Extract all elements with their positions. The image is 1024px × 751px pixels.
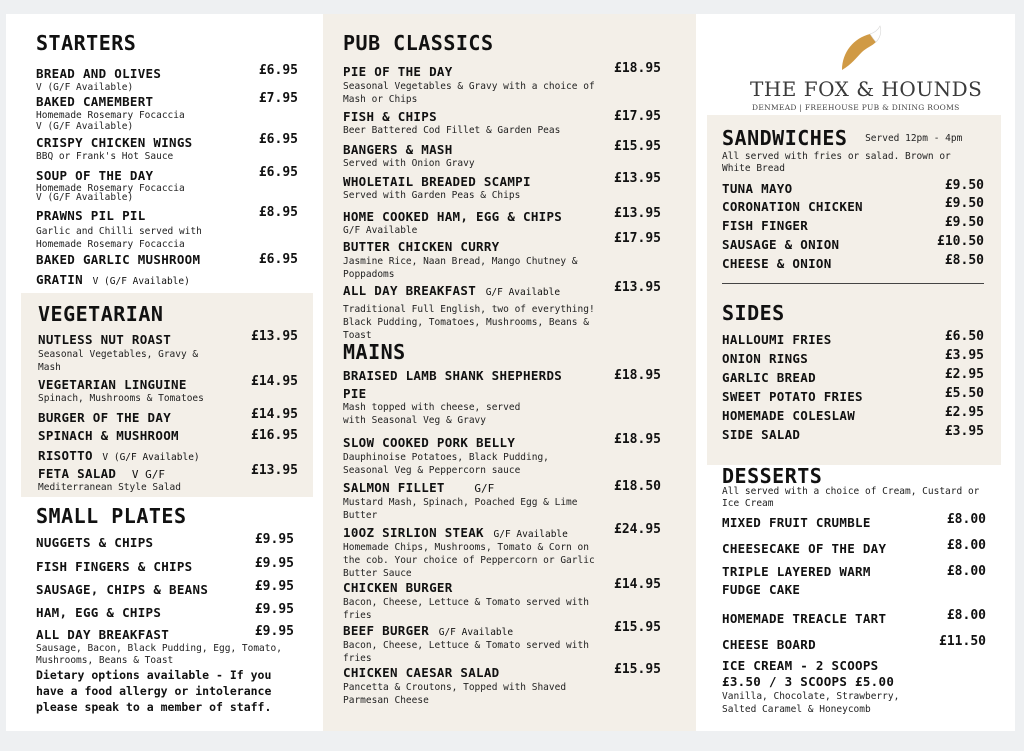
item-name: CHEESE BOARD [722,637,816,652]
item-price: £18.95 [614,432,661,447]
sandwiches-heading: SANDWICHES [722,126,848,150]
menu-item [722,215,984,234]
menu-item [722,329,984,348]
item-price: £7.95 [258,91,298,106]
item-description: Mash topped with cheese, served with Seasonal Veg & Gravy [343,402,521,426]
item-price: £9.95 [254,556,294,571]
item-price: £6.95 [258,132,298,147]
item-price: £3.95 [944,348,984,363]
menu-item [36,63,298,94]
menu-item [343,139,661,170]
item-price: £16.95 [251,428,298,443]
item-description: V (G/F Available) [36,82,134,93]
item-price: £15.95 [614,662,661,677]
item-name: BRAISED LAMB SHANK SHEPHERDS [343,368,563,383]
item-price: £15.95 [614,139,661,154]
item-price: £6.50 [944,329,984,344]
pub-classics-heading: PUB CLASSICS [343,31,494,55]
item-price: £10.50 [937,234,984,249]
item-price: £9.95 [254,532,294,547]
item-name: SPINACH & MUSHROOM [38,428,179,443]
menu-item [343,662,661,707]
item-price: £8.00 [946,538,986,553]
item-price: £18.95 [614,61,661,76]
sandwiches-header [722,126,962,150]
menu-item [722,367,984,386]
item-price: £13.95 [614,280,661,295]
item-name: CHEESE & ONION [722,256,832,271]
item-price: £9.50 [944,215,984,230]
fox-tail-icon [836,24,886,74]
item-price: £8.00 [946,564,986,579]
item-description: Served with Garden Peas & Chips [343,190,521,201]
item-description: Traditional Full English, two of everything! Black Pudding, Tomatoes, Mushrooms, Beans & Toast [343,304,595,341]
item-name: GARLIC BREAD [722,370,816,385]
item-price: £9.95 [254,579,294,594]
menu-item [722,512,986,531]
menu-item [38,329,298,374]
item-name-cont: GRATIN [36,272,83,287]
item-name: SWEET POTATO FRIES [722,389,863,404]
item-description: Seasonal Vegetables, Gravy & Mash [38,349,199,373]
item-name: VEGETARIAN LINGUINE [38,377,187,392]
item-description: Vanilla, Chocolate, Strawberry, Salted Caramel & Honeycomb [722,691,900,715]
menu-item [722,348,984,367]
item-price-line: £3.50 / 3 SCOOPS £5.00 [722,674,895,689]
menu-item [38,374,298,405]
menu-item [38,463,298,494]
item-name: SALMON FILLET [343,480,445,495]
item-name: ALL DAY BREAKFAST [36,627,170,642]
item-price: £18.95 [614,368,661,383]
item-price: £6.95 [258,165,298,180]
menu-item [36,252,298,288]
sandwiches-served-time: Served 12pm - 4pm [865,133,963,144]
sides-heading: SIDES [722,301,785,325]
menu-item [36,132,298,163]
item-name: BUTTER CHICKEN CURRY [343,239,500,254]
menu-item [343,477,661,522]
item-description: Jasmine Rice, Naan Bread, Mango Chutney & Poppadoms [343,256,578,280]
item-price: £6.95 [258,252,298,267]
menu-item [343,231,661,281]
item-name: BANGERS & MASH [343,142,453,157]
item-name: ICE CREAM - 2 SCOOPS [722,658,879,673]
item-name: SIDE SALAD [722,427,801,442]
item-price: £17.95 [614,109,661,124]
item-name: HAM, EGG & CHIPS [36,605,162,620]
menu-item [343,577,661,622]
menu-item [722,253,984,272]
item-price: £6.95 [258,63,298,78]
menu-item [343,368,661,427]
menu-item [36,205,298,251]
item-name: CHEESECAKE OF THE DAY [722,541,887,556]
item-description: Mediterranean Style Salad [38,482,181,493]
item-name: NUGGETS & CHIPS [36,535,154,550]
menu-item [722,234,984,253]
middle-menu-panel [323,14,696,731]
menu-item [722,196,984,215]
menu-item [343,522,661,580]
logo [748,24,983,114]
item-price: £5.50 [944,386,984,401]
item-price: £8.00 [946,512,986,527]
menu-item [343,106,661,137]
sandwiches-sides-section [707,115,1001,465]
item-price: £13.95 [251,463,298,478]
item-name: BEEF BURGER [343,623,430,638]
item-name: BREAD AND OLIVES [36,66,162,81]
menu-item [722,405,984,424]
item-price: £9.95 [254,602,294,617]
item-name: 10OZ SIRLION STEAK [343,525,484,540]
menu-item [36,624,294,667]
menu-item [722,634,986,653]
item-name: SAUSAGE, CHIPS & BEANS [36,582,209,597]
item-name: FISH FINGERS & CHIPS [36,559,193,574]
item-dietary-tag: G/F Available [493,529,568,540]
item-name: SAUSAGE & ONION [722,237,840,252]
item-dietary-tag: V (G/F Available) [102,452,200,463]
menu-item [36,556,294,575]
item-description: Homemade Rosemary Focaccia V (G/F Available) [36,183,185,203]
item-description: Homemade Chips, Mushrooms, Tomato & Corn on the cob. Your choice of Peppercorn or Garlic Butter Sauce [343,542,595,579]
menu-item [36,602,294,621]
item-name: HOME COOKED HAM, EGG & CHIPS [343,209,563,224]
item-description: Dauphinoise Potatoes, Black Pudding, Seasonal Veg & Peppercorn sauce [343,452,549,476]
left-menu-panel [6,14,323,731]
menu-item [343,61,661,106]
item-price: £11.50 [939,634,986,649]
menu-item [343,171,661,202]
item-description: Pancetta & Croutons, Topped with Shaved Parmesan Cheese [343,682,567,706]
item-name: BAKED CAMEMBERT [36,94,154,109]
item-price: £17.95 [614,231,661,246]
item-price: £8.95 [258,205,298,220]
mains-heading: MAINS [343,340,406,364]
menu-item [38,428,298,464]
menu-item [36,579,294,598]
item-name: HOMEMADE TREACLE TART [722,611,887,626]
item-name: HALLOUMI FRIES [722,332,832,347]
menu-item [36,532,294,551]
desserts-heading: DESSERTS [722,464,823,488]
item-dietary-tag: G/F Available [438,627,514,638]
item-name: SLOW COOKED PORK BELLY [343,435,516,450]
item-name: HOMEMADE COLESLAW [722,408,856,423]
menu-item [343,620,661,665]
item-price: £15.95 [614,620,661,635]
item-description: Homemade Rosemary Focaccia V (G/F Available) [36,110,185,132]
small-plates-heading: SMALL PLATES [36,504,187,528]
item-price: £8.00 [946,608,986,623]
item-name: WHOLETAIL BREADED SCAMPI [343,174,531,189]
item-description: Beer Battered Cod Fillet & Garden Peas [343,125,561,136]
menu-item [722,658,986,716]
logo-subtitle: DENMEAD | FREEHOUSE PUB & DINING ROOMS [752,103,960,112]
menu-item [36,91,298,132]
menu-item [343,280,661,342]
item-price: £2.95 [944,405,984,420]
item-price: £14.95 [614,577,661,592]
sandwiches-description: All served with fries or salad. Brown or White Bread [722,151,951,174]
item-description: Served with Onion Gravy [343,158,475,169]
item-name-cont: FUDGE CAKE [722,582,801,597]
item-name: BURGER OF THE DAY [38,410,172,425]
item-price: £14.95 [251,407,298,422]
item-dietary-tag: V (G/F Available) [92,276,190,287]
item-price: £9.95 [254,624,294,639]
item-name: MIXED FRUIT CRUMBLE [722,515,871,530]
menu-item [722,386,984,405]
item-price: £24.95 [614,522,661,537]
right-menu-panel [696,14,1015,731]
item-description: Sausage, Bacon, Black Pudding, Egg, Tomato, Mushrooms, Beans & Toast [36,643,282,666]
menu-item [722,538,986,557]
menu-item [343,432,661,477]
menu-item [722,564,986,597]
vegetarian-heading: VEGETARIAN [38,302,164,326]
dietary-note: Dietary options available - If you have a food allergy or intolerance please speak to a member of staff. [36,668,272,714]
item-name: PRAWNS PIL PIL [36,208,146,223]
item-name: FETA SALAD [38,466,117,481]
item-name: CRISPY CHICKEN WINGS [36,135,193,150]
item-name: CORONATION CHICKEN [722,199,863,214]
menu-item [722,608,986,627]
item-name: PIE OF THE DAY [343,64,453,79]
vegetarian-section [21,293,313,497]
item-description: Garlic and Chilli served with Homemade Rosemary Focaccia [36,226,202,250]
item-description: Bacon, Cheese, Lettuce & Tomato served with fries [343,640,589,664]
item-name: TUNA MAYO [722,181,793,196]
item-price: £13.95 [614,206,661,221]
menu-item [722,424,984,443]
item-name: CHICKEN CAESAR SALAD [343,665,500,680]
menu-item [38,407,298,426]
item-name: TRIPLE LAYERED WARM [722,564,871,579]
item-description: Mustard Mash, Spinach, Poached Egg & Lime Butter [343,497,578,521]
logo-title: THE FOX & HOUNDS [750,77,983,101]
item-price: £3.95 [944,424,984,439]
item-name: ONION RINGS [722,351,809,366]
item-price: £13.95 [251,329,298,344]
item-description: Seasonal Vegetables & Gravy with a choice of Mash or Chips [343,81,595,105]
item-name: BAKED GARLIC MUSHROOM [36,252,201,267]
item-price: £9.50 [944,196,984,211]
item-dietary-tag: G/F [474,482,495,495]
section-divider [722,283,984,284]
item-dietary-tag: V G/F [131,468,166,481]
menu-item [36,165,298,202]
item-description: Spinach, Mushrooms & Tomatoes [38,393,204,404]
item-price: £2.95 [944,367,984,382]
item-name-cont: RISOTTO [38,448,93,463]
starters-heading: STARTERS [36,31,137,55]
item-name-cont: PIE [343,386,367,401]
item-name: NUTLESS NUT ROAST [38,332,172,347]
item-price: £18.50 [614,479,661,494]
desserts-description: All served with a choice of Cream, Custard or Ice Cream [722,486,980,509]
menu-item [722,178,984,197]
item-price: £9.50 [944,178,984,193]
item-name: SOUP OF THE DAY [36,168,154,183]
item-description: Bacon, Cheese, Lettuce & Tomato served with fries [343,597,589,621]
item-name: ALL DAY BREAKFAST [343,283,477,298]
item-description: G/F Available [343,225,418,236]
item-name: CHICKEN BURGER [343,580,453,595]
item-price: £13.95 [614,171,661,186]
item-name: FISH & CHIPS [343,109,437,124]
item-price: £8.50 [944,253,984,268]
item-price: £14.95 [251,374,298,389]
item-name: FISH FINGER [722,218,809,233]
item-description: BBQ or Frank's Hot Sauce [36,151,174,162]
item-dietary-tag: G/F Available [485,287,561,298]
